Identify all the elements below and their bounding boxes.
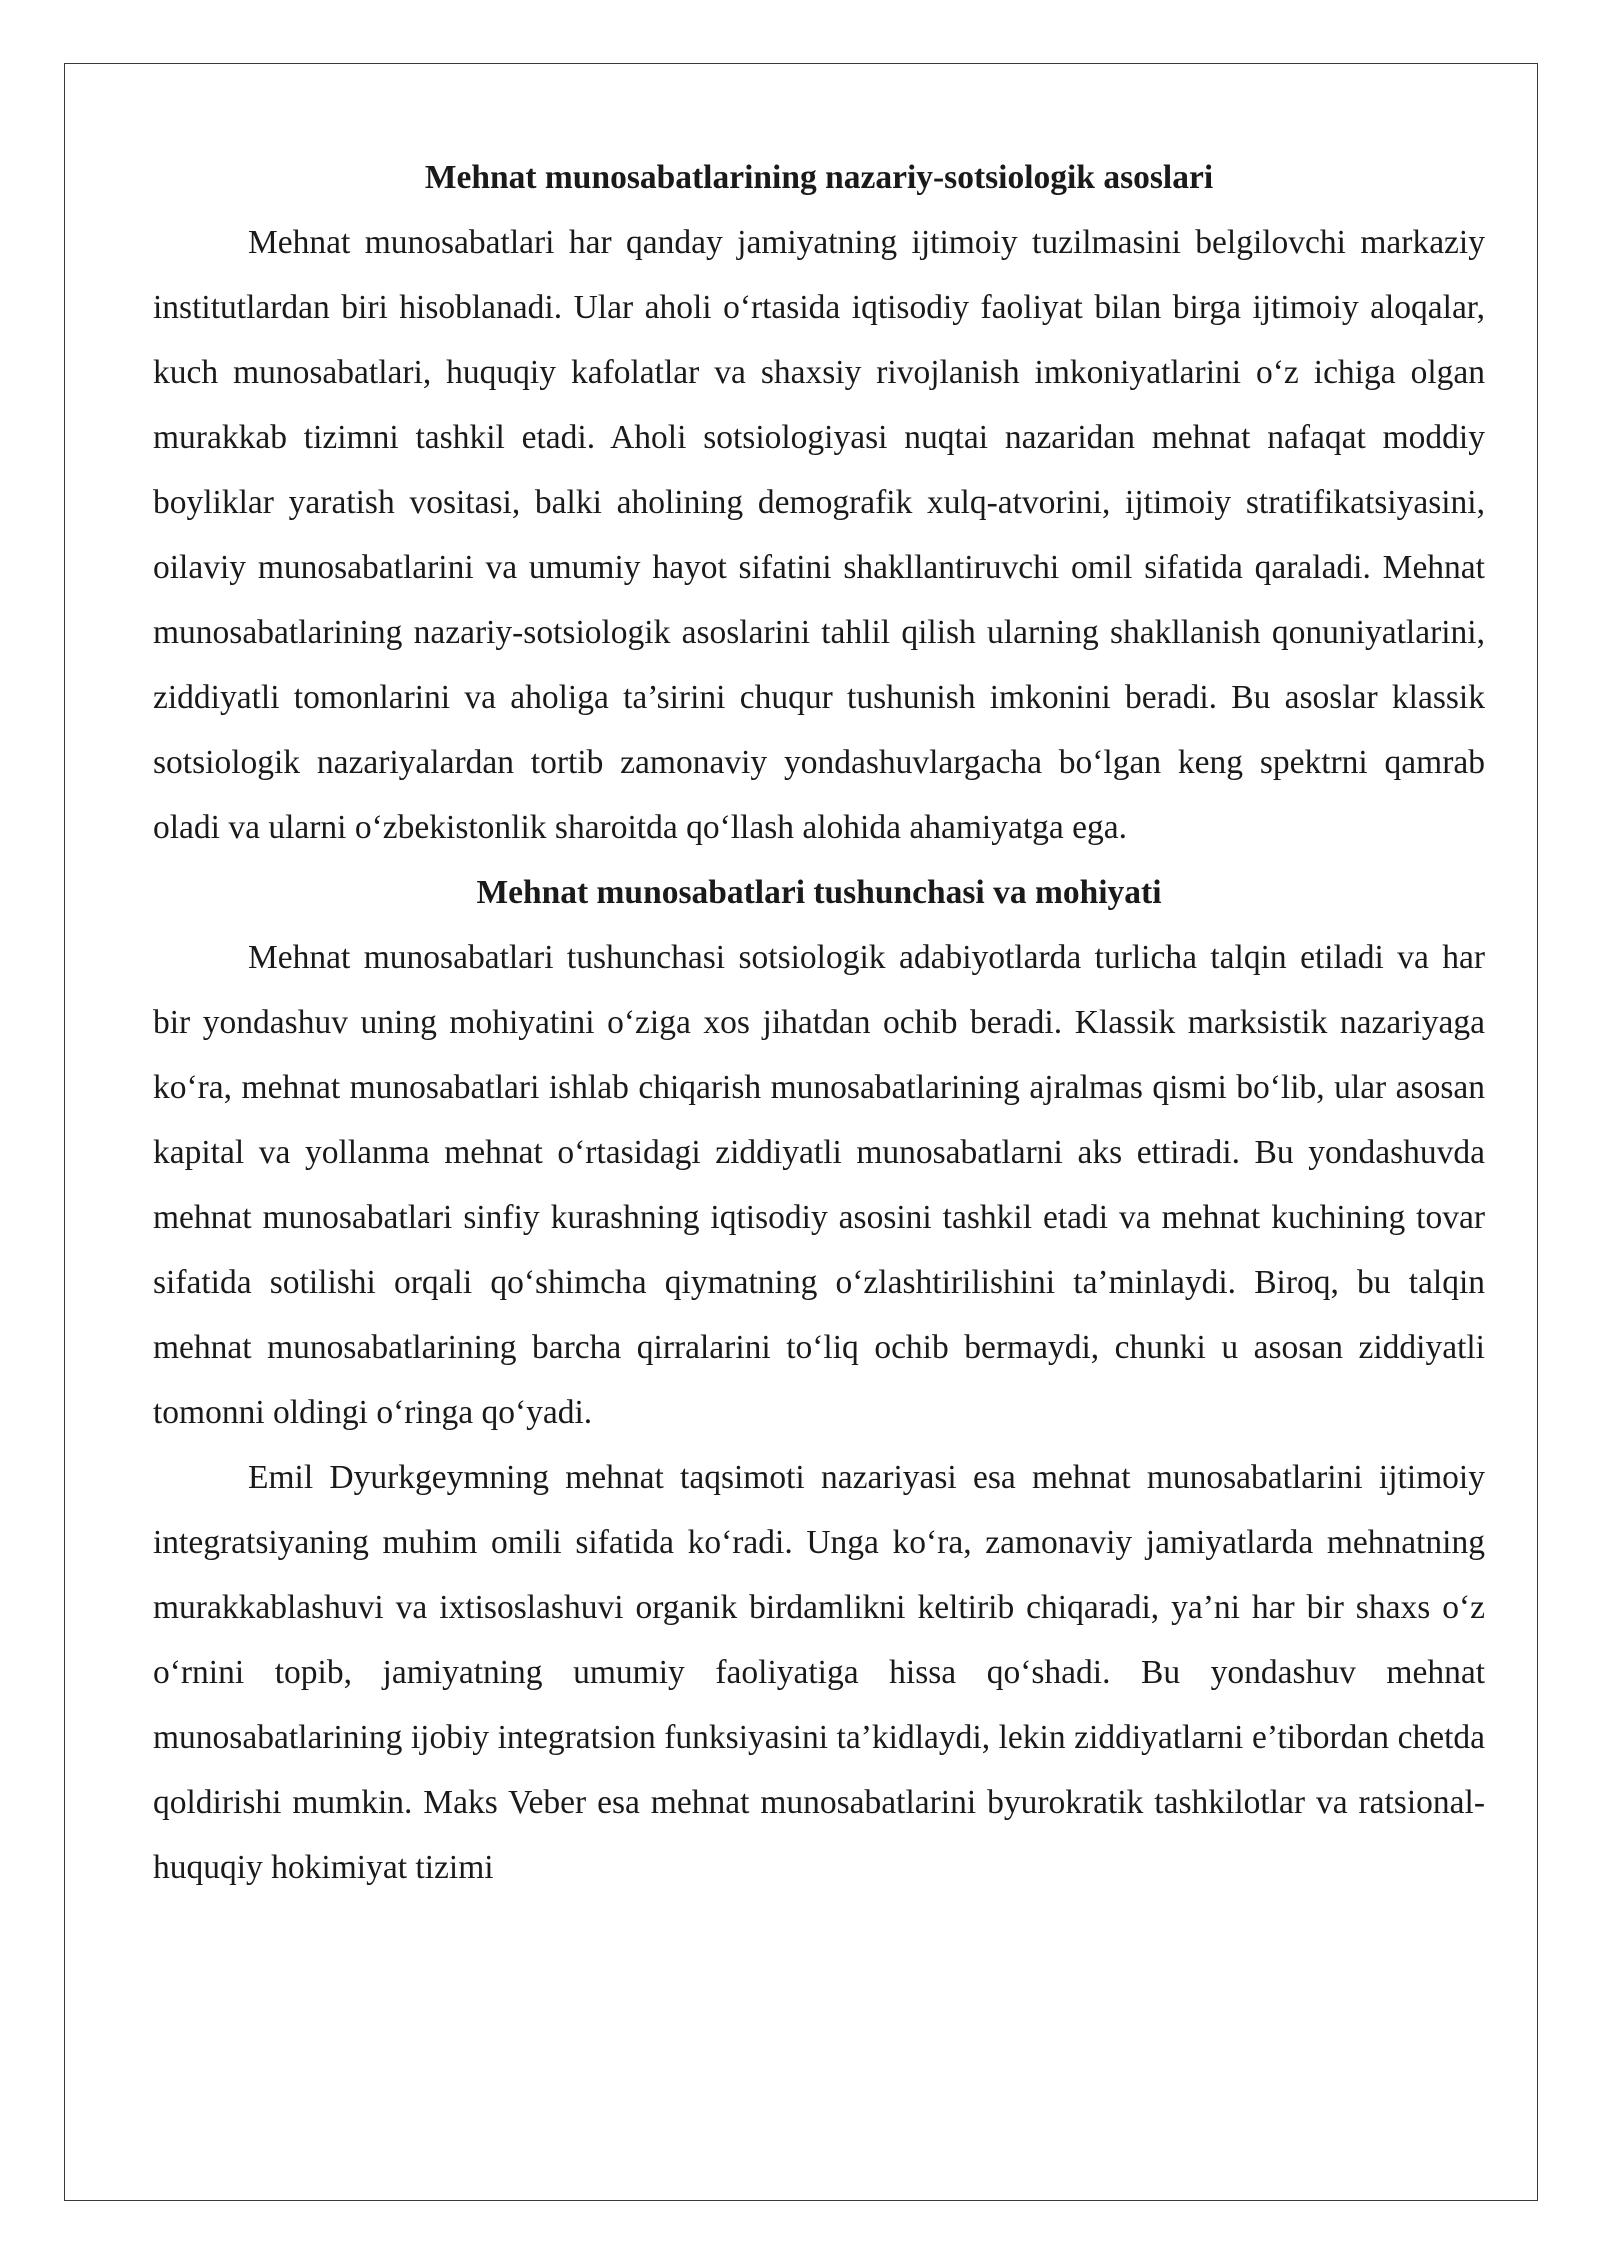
- paragraph-durkheim: Emil Dyurkgeymning mehnat taqsimoti nazariyasi esa mehnat munosabatlarini ijtimoiy integratsiyaning muhim omili sifatida ko‘radi. Unga ko‘ra, zamonaviy jamiyatlarda mehnatning murakkablashuvi va ixtisoslashuvi organik birdamlikni keltirib chiqaradi, ya’ni har bir shaxs o‘z o‘rnini topib, jamiyatning umumiy faoliyatiga hissa qo‘shadi. Bu yondashuv mehnat munosabatlarining ijobiy integratsion funksiyasini ta’kidlaydi, lekin ziddiyatlarni e’tibordan chetda qoldirishi mumkin. Maks Veber esa mehnat munosabatlarini byurokratik tashkilotlar va ratsional-huquqiy hokimiyat tizimi: [153, 1459, 1485, 1886]
- document-body: [153, 145, 1485, 1900]
- paragraph-intro: Mehnat munosabatlari har qanday jamiyatning ijtimoiy tuzilmasini belgilovchi markaziy institutlardan biri hisoblanadi. Ular aholi o‘rtasida iqtisodiy faoliyat bilan birga ijtimoiy aloqalar, kuch munosabatlari, huquqiy kafolatlar va shaxsiy rivojlanish imkoniyatlarini o‘z ichiga olgan murakkab tizimni tashkil etadi. Aholi sotsiologiyasi nuqtai nazaridan mehnat nafaqat moddiy boyliklar yaratish vositasi, balki aholining demografik xulq-atvorini, ijtimoiy stratifikatsiyasini, oilaviy munosabatlarini va umumiy hayot sifatini shakllantiruvchi omil sifatida qaraladi. Mehnat munosabatlarining nazariy-sotsiologik asoslarini tahlil qilish ularning shakllanish qonuniyatlarini, ziddiyatli tomonlarini va aholiga ta’sirini chuqur tushunish imkonini beradi. Bu asoslar klassik sotsiologik nazariyalardan tortib zamonaviy yondashuvlargacha bo‘lgan keng spektrni qamrab oladi va ularni o‘zbekistonlik sharoitda qo‘llash alohida ahamiyatga ega.: [153, 224, 1485, 846]
- section-heading-foundations: Mehnat munosabatlarining nazariy-sotsiologik asoslari: [424, 159, 1214, 196]
- paragraph-marxist: Mehnat munosabatlari tushunchasi sotsiologik adabiyotlarda turlicha talqin etiladi va har bir yondashuv uning mohiyatini o‘ziga xos jihatdan ochib beradi. Klassik marksistik nazariyaga ko‘ra, mehnat munosabatlari ishlab chiqarish munosabatlarining ajralmas qismi bo‘lib, ular asosan kapital va yollanma mehnat o‘rtasidagi ziddiyatli munosabatlarni aks ettiradi. Bu yondashuvda mehnat munosabatlari sinfiy kurashning iqtisodiy asosini tashkil etadi va mehnat kuchining tovar sifatida sotilishi orqali qo‘shimcha qiymatning o‘zlashtirilishini ta’minlaydi. Biroq, bu talqin mehnat munosabatlarining barcha qirralarini to‘liq ochib bermaydi, chunki u asosan ziddiyatli tomonni oldingi o‘ringa qo‘yadi.: [153, 939, 1485, 1431]
- section-heading-concept: Mehnat munosabatlari tushunchasi va mohiyati: [476, 874, 1162, 911]
